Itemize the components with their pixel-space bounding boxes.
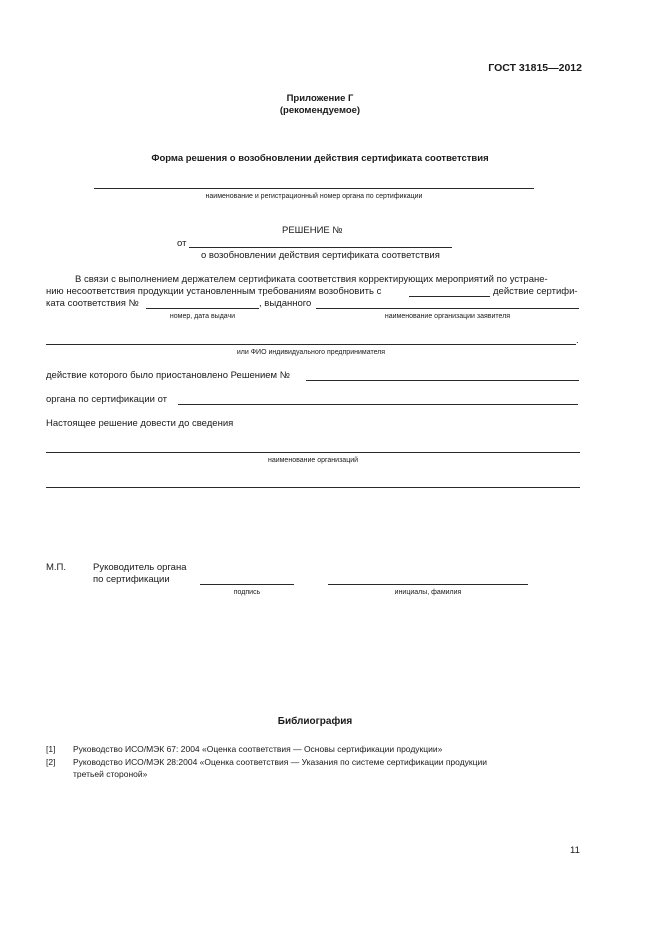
fio-line	[46, 344, 576, 345]
appendix-title: Приложение Г	[286, 93, 354, 104]
decision-subject: о возобновлении действия сертификата соответствия	[201, 250, 440, 261]
bibliography-title: Библиография	[277, 716, 353, 727]
page-number: 11	[570, 845, 580, 856]
cert-body-label: органа по сертификации от	[46, 394, 167, 405]
notify-label: Настоящее решение довести до сведения	[46, 418, 234, 429]
number-date-caption: номер, дата выдачи	[169, 313, 236, 320]
fio-period: .	[576, 335, 579, 346]
suspended-number-line	[306, 380, 579, 381]
certificate-number-line	[146, 308, 259, 309]
org-name-caption: наименование и регистрационный номер органа по сертификации	[205, 193, 423, 200]
orgs-caption: наименование организаций	[267, 457, 359, 464]
paragraph-line-3-issued: , выданного	[259, 298, 312, 309]
signature-caption: подпись	[233, 589, 261, 596]
initials-line	[328, 584, 528, 585]
standard-number: ГОСТ 31815—2012	[488, 62, 582, 74]
suspended-label: действие которого было приостановлено Решением №	[46, 370, 290, 381]
bib-item-2-line-2: третьей стороной»	[73, 769, 148, 779]
appendix-subtitle: (рекомендуемое)	[279, 105, 361, 116]
decision-date-line	[189, 247, 452, 248]
paragraph-line-2-end: действие сертифи-	[493, 286, 578, 297]
bib-item-2-line-1: Руководство ИСО/МЭК 28:2004 «Оценка соответствия — Указания по системе сертификации продукции	[73, 757, 487, 767]
initials-caption: инициалы, фамилия	[394, 589, 462, 596]
resume-date-line	[409, 296, 490, 297]
applicant-caption: наименование организации заявителя	[384, 313, 511, 320]
org-name-line	[94, 188, 534, 189]
head-title-line-1: Руководитель органа	[93, 562, 187, 573]
bib-item-1-num: [1]	[46, 744, 56, 754]
orgs-line-2	[46, 487, 580, 488]
applicant-line	[316, 308, 579, 309]
head-title-line-2: по сертификации	[93, 574, 170, 585]
form-title: Форма решения о возобновлении действия сертификата соответствия	[151, 153, 489, 164]
cert-body-date-line	[178, 404, 578, 405]
paragraph-line-1: В связи с выполнением держателем сертификата соответствия корректирующих мероприятий по устране-	[75, 274, 548, 285]
decision-from-label: от	[177, 238, 187, 249]
bib-item-2-num: [2]	[46, 757, 56, 767]
bib-item-1-text: Руководство ИСО/МЭК 67: 2004 «Оценка соответствия — Основы сертификации продукции»	[73, 744, 443, 754]
stamp-label: М.П.	[46, 562, 67, 573]
paragraph-line-2-start: нию несоответствия продукции установленным требованиям возобновить с	[46, 286, 382, 297]
orgs-line-1	[46, 452, 580, 453]
signature-line	[200, 584, 294, 585]
decision-label: РЕШЕНИЕ №	[282, 225, 343, 236]
paragraph-line-3-start: ката соответствия №	[46, 298, 139, 309]
fio-caption: или ФИО индивидуального предпринимателя	[236, 349, 386, 356]
